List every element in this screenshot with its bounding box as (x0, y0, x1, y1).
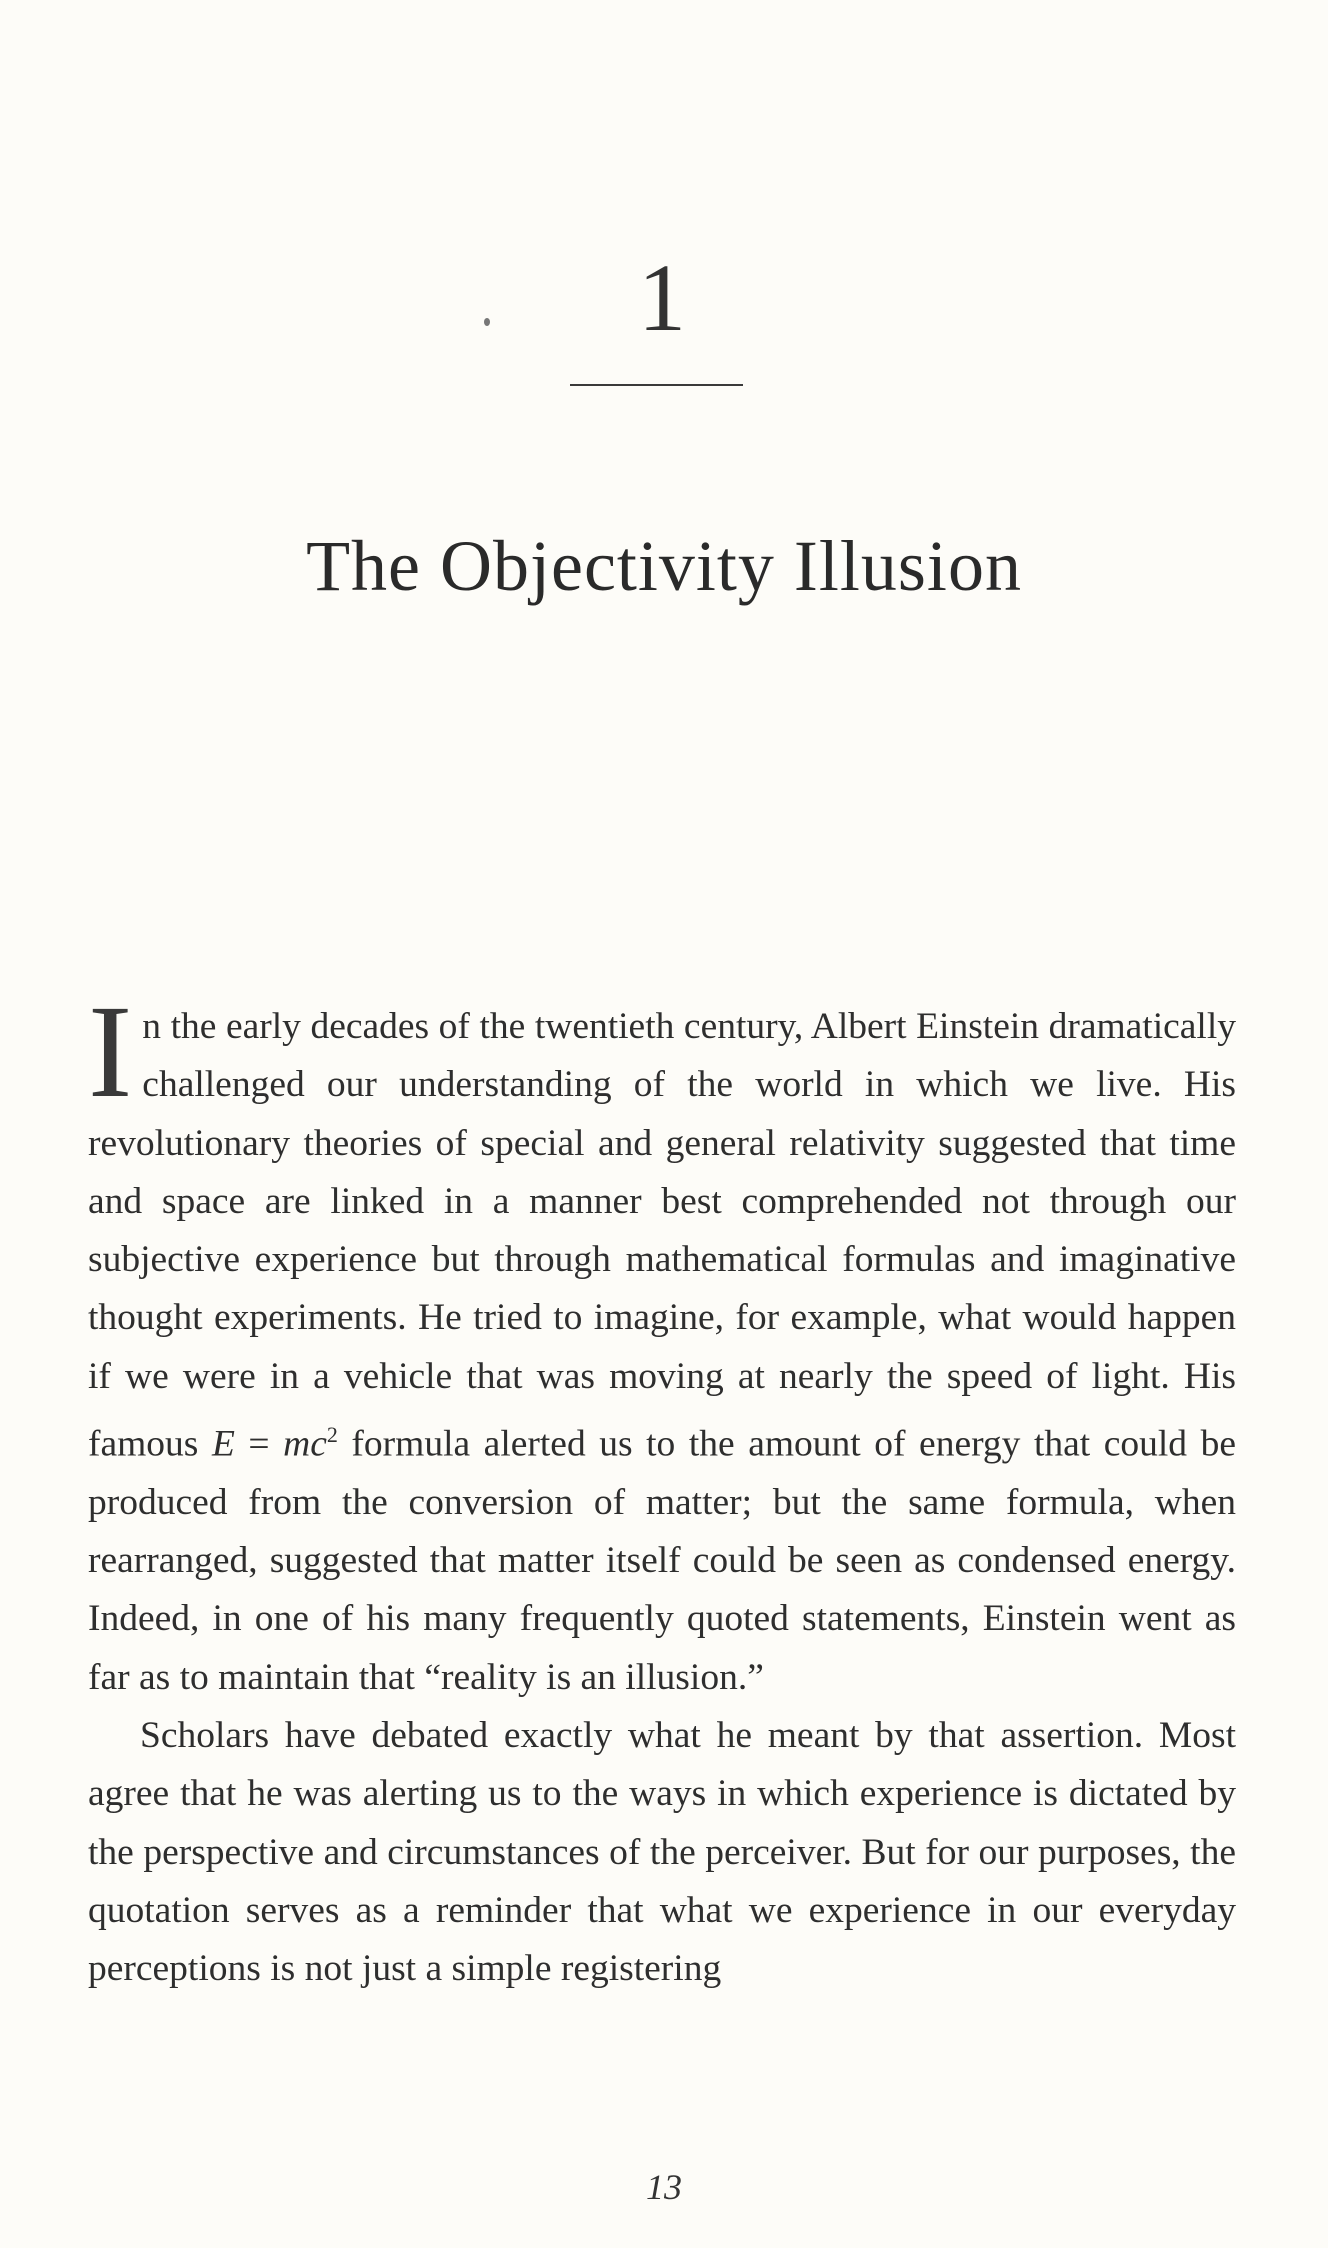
formula-exponent: 2 (326, 1422, 338, 1448)
drop-cap: I (88, 977, 133, 1125)
chapter-title: The Objectivity Illusion (306, 526, 1022, 606)
formula-e: E (211, 1423, 235, 1465)
body-text (88, 977, 1236, 1999)
chapter-rule-divider (570, 384, 743, 386)
paragraph-first (88, 977, 1236, 1707)
paragraph-first-text: n the early decades of the twentieth century, Albert Einstein dramatically challenged our understanding of the world in which we live. His revolutionary theories of special and general relativity suggested that time and space are linked in a manner best comprehended not through our subjective experience but through mathematical formulas and imaginative thought experiments. He tried to imagine, for example, what would happen if we were in a vehicle that was moving at nearly the speed of light. His famous (88, 1006, 1236, 1465)
paragraph-second: Scholars have debated exactly what he meant by that assertion. Most agree that he was alerting us to the ways in which experience is dictated by the perspective and circumstances of the perceiver. But for our purposes, the quotation serves as a reminder that what we experience in our everyday perceptions is not just a simple registering (88, 1715, 1236, 1990)
page-number: 13 (646, 2167, 682, 2207)
chapter-number: 1 (638, 244, 686, 351)
formula-equals: = (234, 1423, 284, 1465)
formula-mc: mc (283, 1423, 327, 1465)
paragraph-first-text-after: formula alerted us to the amount of energy that could be produced from the conversion of matter; but the same formula, when rearranged, suggested that matter itself could be seen as condensed energy. Indeed, in one of his many frequently quoted statements, Einstein went as far as to maintain that “reality is an illusion.” (88, 1423, 1236, 1698)
